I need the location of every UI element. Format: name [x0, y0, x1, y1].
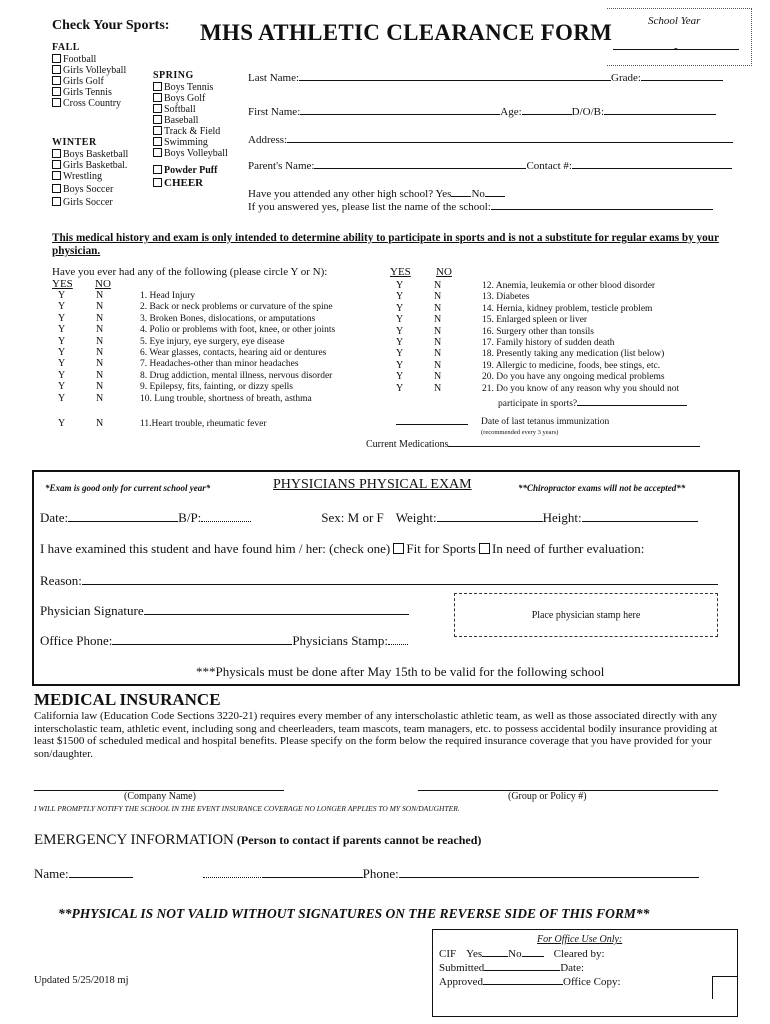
height-label: Height: — [542, 510, 582, 525]
checkbox[interactable] — [52, 160, 61, 169]
medications-field[interactable] — [448, 446, 700, 447]
insurance-notify: I WILL PROMPTLY NOTIFY THE SCHOOL IN THE EVENT INSURANCE COVERAGE NO LONGER APPLIES TO MY SON/DAUGHTER. — [34, 804, 460, 813]
right-no-option[interactable]: N — [434, 359, 442, 371]
right-yes-option[interactable]: Y — [396, 314, 404, 326]
sport-label: Powder Puff — [164, 165, 218, 176]
sport-baseball[interactable] — [153, 115, 228, 126]
cif-no-field[interactable] — [522, 956, 544, 957]
exam-vitals-row — [40, 510, 698, 526]
submitted-label: Submitted — [439, 962, 485, 974]
fit-checkbox[interactable] — [393, 543, 404, 554]
fit-label: Fit for Sports — [406, 541, 476, 556]
contact-label: Contact #: — [526, 160, 572, 172]
signature-row — [40, 603, 409, 619]
sport-softball[interactable] — [153, 104, 228, 115]
sport-label: Boys Tennis — [164, 82, 214, 93]
first-name-label: First Name: — [248, 106, 301, 118]
left-yes-option[interactable]: Y — [58, 392, 66, 404]
history-prompt: Have you ever had any of the following (please circle Y or N): — [52, 266, 328, 278]
weight-label: Weight: — [395, 510, 437, 525]
sport-label: CHEER — [164, 177, 204, 189]
weight-field[interactable] — [437, 521, 543, 522]
examined-label: I have examined this student and have found him / her: (check one) — [40, 541, 391, 556]
exam-title: PHYSICIANS PHYSICAL EXAM — [273, 477, 472, 492]
spring-sports — [153, 70, 228, 189]
left-yes-option[interactable]: Y — [58, 324, 66, 336]
sport-boys-soccer[interactable] — [52, 184, 128, 195]
office-phone-field[interactable] — [112, 644, 292, 645]
sport-boys-golf[interactable] — [153, 93, 228, 104]
checkbox[interactable] — [52, 149, 61, 158]
grade-label: Grade: — [611, 72, 641, 84]
participate-label: participate in sports? — [498, 399, 578, 409]
other-school-no-field[interactable] — [485, 196, 505, 197]
emergency-title: EMERGENCY INFORMATION — [34, 832, 234, 848]
physician-stamp-label: Physicians Stamp: — [292, 633, 389, 648]
check-sports-label: Check Your Sports: — [52, 18, 170, 33]
right-yes-option[interactable]: Y — [396, 382, 404, 394]
left-question: 7. Headaches-other than minor headaches — [140, 359, 299, 370]
office-phone-label: Office Phone: — [40, 633, 113, 648]
right-no-option[interactable]: N — [434, 382, 442, 394]
emergency-phone-field[interactable] — [399, 877, 699, 878]
tetanus-note: (recommended every 3 years) — [481, 429, 559, 436]
sport-boys-basketball[interactable] — [52, 149, 128, 160]
right-question: 20. Do you have any ongoing medical problems — [482, 372, 665, 383]
bp-field[interactable] — [201, 521, 251, 522]
left-no-option[interactable]: N — [96, 381, 104, 393]
checkbox[interactable] — [52, 65, 61, 74]
participate-line — [482, 398, 687, 410]
left-question: 6. Wear glasses, contacts, hearing aid or dentures — [140, 348, 327, 358]
right-yes-option[interactable]: Y — [396, 280, 404, 291]
emergency-row — [34, 866, 699, 882]
sport-boys-volleyball[interactable] — [153, 148, 228, 159]
right-yes-option[interactable]: Y — [396, 291, 404, 303]
approved-row — [439, 976, 621, 988]
left-no-option[interactable]: N — [96, 418, 104, 429]
left-question: 10. Lung trouble, shortness of breath, asthma — [140, 393, 312, 404]
school-year-box — [607, 8, 752, 66]
insurance-body: California law (Education Code Sections 3220-21) requires every member of any interscholastic athletic team, as well as those associated directly with any interscholastic team, athletic event, including song and cheerleaders, team mascots, team managers, etc. to possess accidental bodily insurance providing at least $1500 of scheduled medical and hospital benefits. Please specify on the form below the required insurance coverage that you have provided for your son/daughter. — [34, 710, 718, 760]
right-question: 13. Diabetes — [482, 292, 530, 303]
sport-girls-volleyball[interactable] — [52, 65, 126, 76]
exam-left-note: *Exam is good only for current school year* — [45, 483, 211, 493]
left-yes-option[interactable]: Y — [58, 335, 66, 347]
approved-field[interactable] — [483, 984, 563, 985]
insurance-title: MEDICAL INSURANCE — [34, 690, 221, 709]
height-field[interactable] — [582, 521, 698, 522]
checkbox[interactable] — [153, 137, 162, 146]
right-no-option[interactable]: N — [434, 291, 442, 303]
no-header-right: NO — [436, 266, 452, 278]
right-yes-option[interactable]: Y — [396, 359, 404, 371]
physicals-date-note: ***Physicals must be done after May 15th to be valid for the following school — [196, 664, 605, 679]
left-no-option[interactable]: N — [96, 312, 104, 324]
right-no-option[interactable]: N — [434, 371, 442, 383]
sport-label: Football — [63, 54, 97, 65]
left-question: 9. Epilepsy, fits, fainting, or dizzy spells — [140, 382, 293, 393]
left-yes-option[interactable]: Y — [58, 312, 66, 324]
right-question: 12. Anemia, leukemia or other blood disorder — [482, 281, 656, 291]
office-phone-row — [40, 633, 408, 649]
checkbox[interactable] — [52, 87, 61, 96]
sport-swimming[interactable] — [153, 137, 228, 148]
tetanus-label: Date of last tetanus immunization — [481, 417, 610, 427]
form-title: MHS ATHLETIC CLEARANCE FORM — [200, 20, 613, 45]
checkbox[interactable] — [153, 104, 162, 113]
sport-label: Girls Soccer — [63, 197, 113, 208]
emergency-name-field-2[interactable] — [203, 877, 263, 878]
other-school-row — [248, 188, 505, 200]
tetanus-field[interactable] — [396, 424, 468, 425]
emergency-phone-label: Phone: — [362, 866, 399, 881]
checkbox[interactable] — [52, 197, 61, 206]
signature-warning: **PHYSICAL IS NOT VALID WITHOUT SIGNATURES ON THE REVERSE SIDE OF THIS FORM** — [58, 906, 650, 921]
right-yes-option[interactable]: Y — [396, 348, 404, 360]
exam-date-field[interactable] — [68, 521, 178, 522]
sport-girls-golf[interactable] — [52, 76, 126, 87]
office-use-box — [432, 929, 738, 1017]
address-label: Address: — [248, 134, 288, 146]
other-school-name-field[interactable] — [491, 209, 713, 210]
left-question: 4. Polio or problems with foot, knee, or other joints — [140, 325, 336, 336]
reason-row — [40, 573, 718, 589]
need-eval-label: In need of further evaluation: — [492, 541, 645, 556]
sport-track-field[interactable] — [153, 126, 228, 137]
sport-label: Cross Country — [63, 98, 122, 109]
checkbox[interactable] — [52, 54, 61, 63]
sex-label: Sex: M or F — [321, 510, 384, 525]
need-eval-checkbox[interactable] — [479, 543, 490, 554]
left-no-option[interactable]: N — [96, 392, 104, 404]
submitted-row — [439, 962, 584, 974]
left-yes-option[interactable]: Y — [58, 301, 66, 313]
left-question: 11.Heart trouble, rheumatic fever — [140, 419, 267, 429]
emergency-name-label: Name: — [34, 866, 69, 881]
left-no-option[interactable]: N — [96, 347, 104, 358]
right-yes-option[interactable]: Y — [396, 337, 404, 348]
checkbox[interactable] — [153, 126, 162, 135]
other-school-name-row — [248, 201, 713, 213]
left-no-option[interactable]: N — [96, 324, 104, 336]
checkbox[interactable] — [153, 93, 162, 102]
sport-label: Track & Field — [164, 126, 221, 137]
cif-yes-label: Yes — [466, 948, 483, 960]
right-no-option[interactable]: N — [434, 337, 442, 348]
cif-row — [439, 948, 605, 960]
reason-label: Reason: — [40, 573, 82, 588]
fall-sports — [52, 42, 126, 109]
sport-label: Boys Basketball — [63, 149, 129, 160]
left-yes-option[interactable]: Y — [58, 369, 66, 381]
cif-yes-field[interactable] — [482, 956, 508, 957]
cif-no-label: No — [508, 948, 522, 960]
left-yes-option[interactable]: Y — [58, 290, 66, 301]
no-header-left: NO — [95, 278, 111, 290]
sport-boys-tennis[interactable] — [153, 82, 228, 93]
sport-girls-tennis[interactable] — [52, 87, 126, 98]
yes-header-left: YES — [52, 278, 73, 290]
left-yes-option[interactable]: Y — [58, 418, 66, 429]
other-school-name-label: If you answered yes, please list the name of the school: — [248, 201, 491, 213]
left-yes-option[interactable]: Y — [58, 347, 66, 358]
office-copy-checkbox[interactable] — [712, 976, 737, 999]
right-no-option[interactable]: N — [434, 325, 442, 337]
office-use-title: For Office Use Only: — [537, 934, 623, 945]
checkbox[interactable] — [153, 82, 162, 91]
right-question: 19. Allergic to medicine, foods, bee stings, etc. — [482, 360, 661, 371]
emergency-name-field-3[interactable] — [263, 877, 363, 878]
sport-girls-basketball[interactable] — [52, 160, 128, 171]
exam-date-label: Date: — [40, 510, 69, 525]
emergency-name-field[interactable] — [69, 877, 133, 878]
examined-row — [40, 541, 644, 557]
winter-sports — [52, 137, 128, 208]
emergency-subtitle: (Person to contact if parents cannot be reached) — [233, 833, 482, 847]
cleared-by-label: Cleared by: — [553, 948, 605, 960]
checkbox[interactable] — [52, 98, 61, 107]
participate-field[interactable] — [577, 405, 687, 406]
right-question: 14. Hernia, kidney problem, testicle problem — [482, 303, 653, 314]
submitted-field[interactable] — [484, 970, 560, 971]
stamp-box-label: Place physician stamp here — [531, 610, 641, 621]
parent-row — [248, 160, 732, 172]
checkbox[interactable] — [153, 115, 162, 124]
right-question: 18. Presently taking any medication (list below) — [482, 349, 665, 360]
age-label: Age: — [500, 106, 522, 118]
checkbox[interactable] — [52, 171, 61, 180]
checkbox[interactable] — [52, 184, 61, 193]
sport-label: Boys Golf — [164, 93, 206, 104]
sport-football[interactable] — [52, 54, 126, 65]
left-no-option[interactable]: N — [96, 290, 104, 301]
sport-girls-soccer[interactable] — [52, 197, 128, 208]
left-question: 2. Back or neck problems or curvature of the spine — [140, 302, 333, 313]
parent-name-field[interactable] — [314, 168, 526, 169]
updated-label: Updated 5/25/2018 mj — [34, 975, 129, 986]
fall-label: FALL — [52, 42, 80, 53]
right-question: 16. Surgery other than tonsils — [482, 326, 594, 337]
right-no-option[interactable]: N — [434, 280, 442, 291]
address-row — [248, 134, 733, 146]
dob-label: D/O/B: — [571, 106, 605, 118]
checkbox[interactable] — [52, 76, 61, 85]
school-year-label: School Year — [648, 15, 701, 27]
left-question: 5. Eye injury, eye surgery, eye disease — [140, 336, 285, 347]
sport-label: Girls Tennis — [63, 87, 112, 98]
address-field[interactable] — [287, 142, 733, 143]
left-no-option[interactable]: N — [96, 335, 104, 347]
first-name-field[interactable] — [300, 114, 500, 115]
left-question: 3. Broken Bones, dislocations, or amputations — [140, 313, 316, 324]
stamp-box[interactable] — [454, 593, 718, 637]
sport-label: Baseball — [164, 115, 199, 126]
left-no-option[interactable]: N — [96, 301, 104, 313]
signature-label: Physician Signature — [40, 603, 144, 618]
bp-label: B/P: — [178, 510, 202, 525]
sport-cross-country[interactable] — [52, 98, 126, 109]
company-name-label: (Company Name) — [124, 791, 196, 802]
right-question: 17. Family history of sudden death — [482, 338, 615, 348]
checkbox[interactable] — [153, 178, 162, 187]
age-field[interactable] — [522, 114, 572, 115]
sport-label: Girls Volleyball — [63, 65, 127, 76]
school-year-dash: - — [674, 42, 678, 54]
sport-label: Girls Basketbal. — [63, 160, 128, 171]
sport-label: Softball — [164, 104, 196, 115]
checkbox[interactable] — [153, 165, 162, 174]
right-no-option[interactable]: N — [434, 314, 442, 326]
left-yes-option[interactable]: Y — [58, 381, 66, 393]
signature-field[interactable] — [144, 614, 409, 615]
first-name-row — [248, 106, 716, 118]
sport-cheer[interactable] — [153, 178, 228, 189]
sport-label: Swimming — [164, 137, 208, 148]
right-yes-option[interactable]: Y — [396, 325, 404, 337]
reason-field[interactable] — [82, 584, 718, 585]
right-yes-option[interactable]: Y — [396, 371, 404, 383]
sport-label: Girls Golf — [63, 76, 104, 87]
last-name-label: Last Name: — [248, 72, 300, 84]
other-school-no-label: No — [471, 188, 485, 200]
parent-name-label: Parent's Name: — [248, 160, 315, 172]
right-yes-option[interactable]: Y — [396, 302, 404, 314]
medications-row — [366, 439, 700, 450]
sport-wrestling[interactable] — [52, 171, 128, 182]
group-policy-label: (Group or Policy #) — [508, 791, 587, 802]
dob-field[interactable] — [604, 114, 716, 115]
office-date-label: Date: — [560, 962, 585, 974]
last-name-row — [248, 72, 723, 84]
right-question: 15. Enlarged spleen or liver — [482, 315, 588, 326]
sport-label: Boys Volleyball — [164, 148, 228, 159]
spring-label: SPRING — [153, 70, 194, 81]
sport-powder-puff[interactable] — [153, 165, 228, 176]
contact-field[interactable] — [572, 168, 732, 169]
history-notice: This medical history and exam is only intended to determine ability to participate in sports and is not a substitute for regular exams by your physician. — [52, 232, 719, 257]
right-no-option[interactable]: N — [434, 302, 442, 314]
checkbox[interactable] — [153, 148, 162, 157]
left-question: 1. Head Injury — [140, 291, 196, 301]
last-name-field[interactable] — [299, 80, 611, 81]
medications-label: Current Medications — [366, 439, 449, 450]
winter-label: WINTER — [52, 137, 97, 148]
cif-label: CIF — [439, 948, 457, 960]
exam-right-note: **Chiropractor exams will not be accepted** — [518, 483, 686, 493]
sport-label: Boys Soccer — [63, 184, 114, 195]
left-question: 8. Drug addiction, mental illness, nervous disorder — [140, 370, 333, 381]
emergency-heading — [34, 832, 481, 849]
physician-stamp-field[interactable] — [388, 644, 408, 645]
left-yes-option[interactable]: Y — [58, 358, 66, 370]
sport-label: Wrestling — [63, 171, 103, 182]
office-copy-label: Office Copy: — [563, 976, 621, 988]
approved-label: Approved — [439, 976, 483, 988]
left-no-option[interactable]: N — [96, 358, 104, 370]
yes-header-right: YES — [390, 266, 411, 278]
other-school-yes-field[interactable] — [451, 196, 471, 197]
right-question: 21. Do you know of any reason why you should not — [482, 383, 680, 394]
right-no-option[interactable]: N — [434, 348, 442, 360]
other-school-question: Have you attended any other high school? Yes — [248, 188, 452, 200]
left-no-option[interactable]: N — [96, 369, 104, 381]
grade-field[interactable] — [641, 80, 723, 81]
